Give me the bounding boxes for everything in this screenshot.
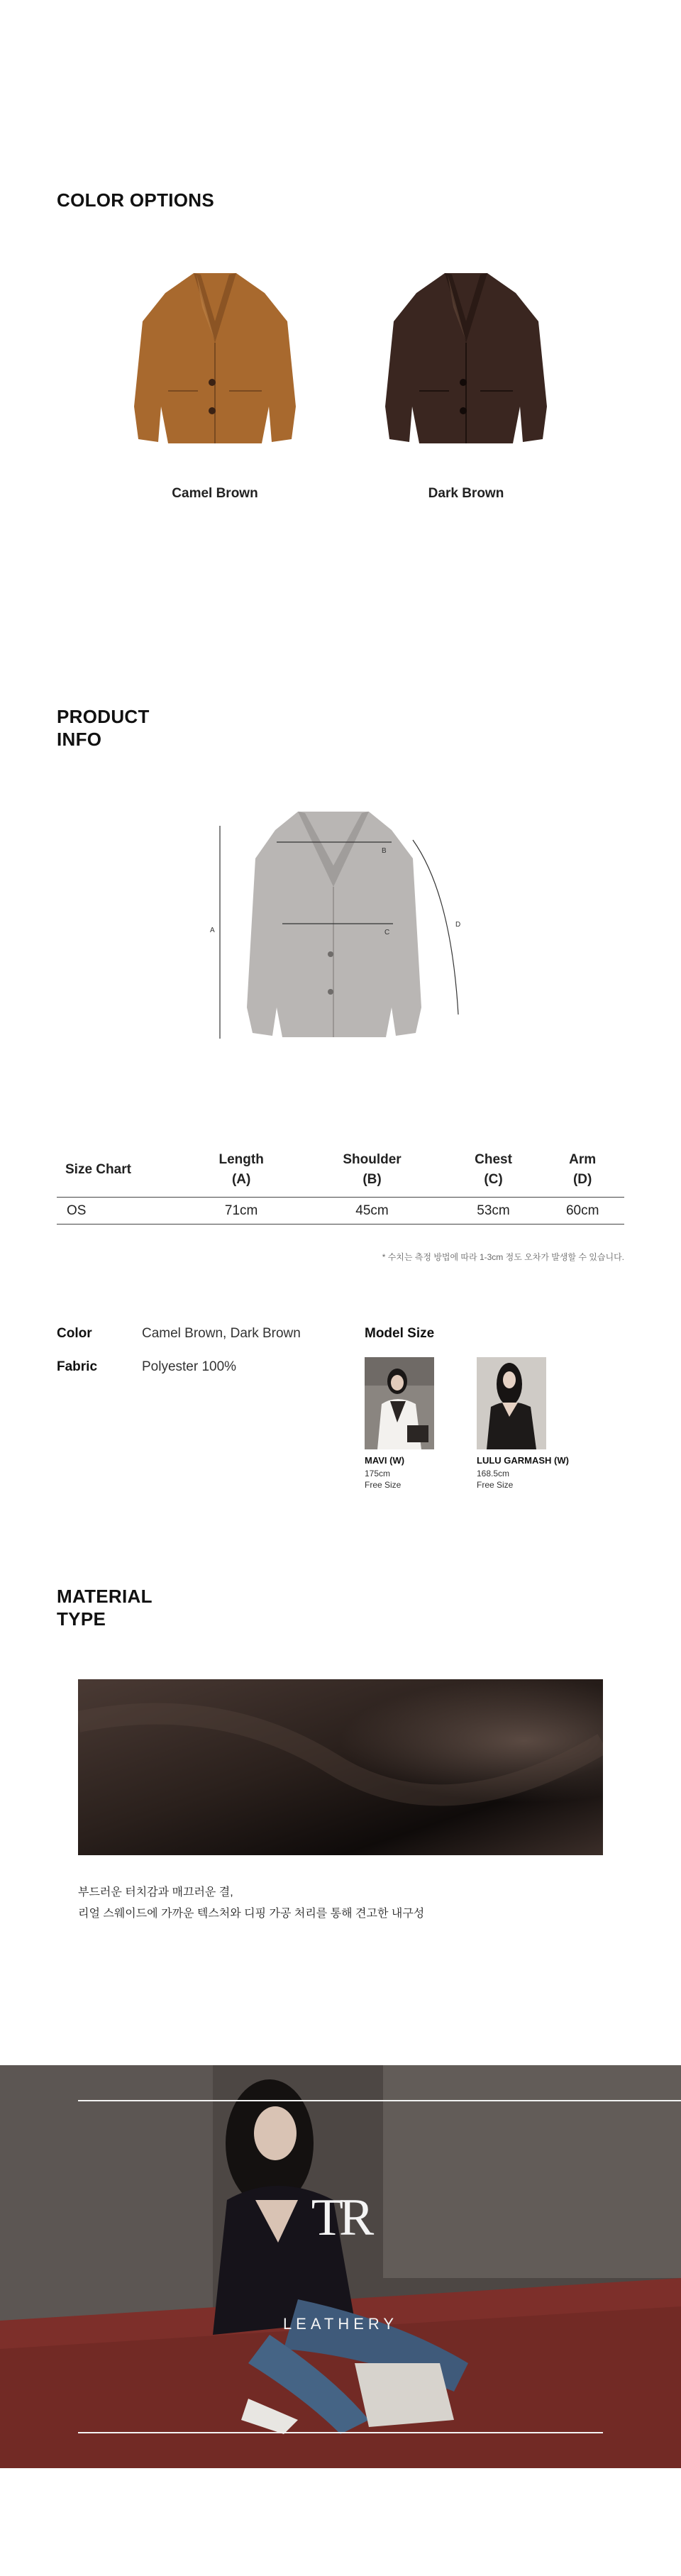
table-cell: 53cm xyxy=(446,1198,541,1225)
diagram-label-d: D xyxy=(455,921,461,929)
size-chart-header: Size Chart xyxy=(57,1150,184,1198)
size-chart-table xyxy=(57,1150,624,1225)
model-height: 168.5cm xyxy=(477,1469,510,1478)
material-description-line1: 부드러운 터치감과 매끄러운 결, xyxy=(78,1886,233,1898)
material-type-title-line2: TYPE xyxy=(57,1608,106,1630)
fabric-texture-image xyxy=(78,1679,603,1855)
diagram-label-a: A xyxy=(210,927,215,934)
table-cell: OS xyxy=(57,1198,184,1225)
model-size-title: Model Size xyxy=(365,1326,435,1341)
color-value: Camel Brown, Dark Brown xyxy=(142,1326,301,1341)
product-info-title-line1: PRODUCT xyxy=(57,706,150,727)
brand-banner xyxy=(0,2065,681,2468)
fabric-value: Polyester 100% xyxy=(142,1359,237,1374)
brand-monogram-logo: TR xyxy=(311,2189,370,2247)
table-row xyxy=(57,1198,624,1225)
size-chart-header: Length (A) xyxy=(184,1150,298,1198)
material-description-line2: 리얼 스웨이드에 가까운 텍스처와 디핑 가공 처리를 통해 견고한 내구성 xyxy=(78,1908,425,1920)
size-chart-header: Chest (C) xyxy=(446,1150,541,1198)
size-chart-header: Shoulder (B) xyxy=(298,1150,445,1198)
diagram-label-b: B xyxy=(382,847,387,855)
banner-photo xyxy=(0,2065,681,2468)
measurement-note: * 수치는 측정 방법에 따라 1-3cm 정도 오차가 발생할 수 있습니다. xyxy=(382,1252,624,1262)
jacket-camel-brown-image[interactable] xyxy=(123,265,307,449)
color-label: Color xyxy=(57,1326,92,1341)
table-cell: 45cm xyxy=(298,1198,445,1225)
diagram-label-c: C xyxy=(384,929,390,936)
model-size: Free Size xyxy=(477,1480,514,1490)
model-name: MAVI (W) xyxy=(365,1455,405,1466)
table-cell: 71cm xyxy=(184,1198,298,1225)
color-option-label: Camel Brown xyxy=(172,486,258,501)
product-info-title-line2: INFO xyxy=(57,729,102,750)
model-size: Free Size xyxy=(365,1480,402,1490)
size-chart-header: Arm (D) xyxy=(541,1150,624,1198)
color-option-label: Dark Brown xyxy=(428,486,504,501)
model-height: 175cm xyxy=(365,1469,391,1478)
size-chart-header-row xyxy=(57,1150,624,1198)
jacket-dark-brown-image[interactable] xyxy=(374,265,558,449)
size-diagram xyxy=(206,809,475,1043)
table-cell: 60cm xyxy=(541,1198,624,1225)
fabric-label: Fabric xyxy=(57,1359,98,1374)
color-options-title: COLOR OPTIONS xyxy=(57,189,215,211)
material-type-title-line1: MATERIAL xyxy=(57,1586,153,1607)
model-photo-mavi[interactable] xyxy=(365,1357,434,1449)
model-name: LULU GARMASH (W) xyxy=(477,1455,569,1466)
model-photo-lulu-garmash[interactable] xyxy=(477,1357,546,1449)
brand-wordmark: LEATHERY xyxy=(282,2315,399,2333)
